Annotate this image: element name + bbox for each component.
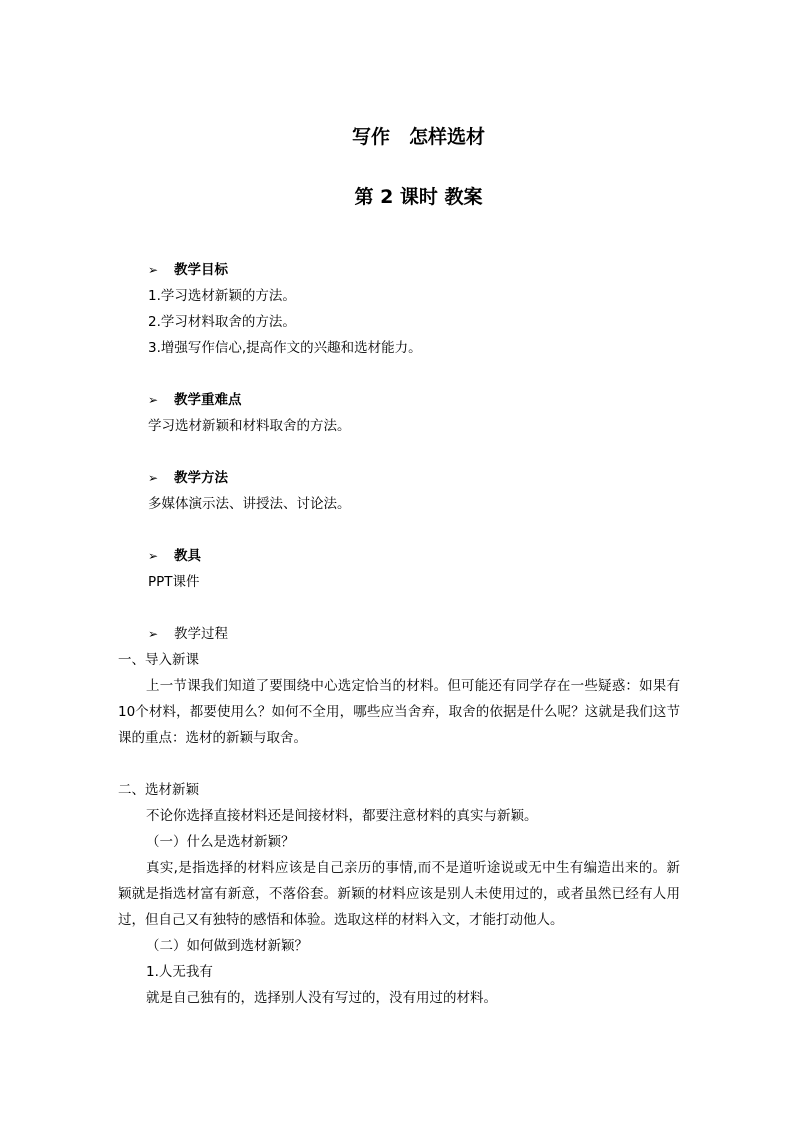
process-part2-sub1-heading: （一）什么是选材新颖？ [146, 834, 295, 850]
tools-text: PPT课件 [148, 574, 200, 590]
arrow-bullet-icon: ➢ [148, 393, 159, 407]
process-part2-sub1-paragraph: 真实,是指选择的材料应该是自己亲历的事情,而不是道听途说或无中生有编造出来的。新颖就是指选材富有新意，不落俗套。新颖的材料应该是别人未使用过的，或者虽然已经有人用过，但自己又有独特的感悟和体验。选取这样的材料入文，才能打动他人。 [118, 860, 680, 928]
methods-text: 多媒体演示法、讲授法、讨论法。 [148, 496, 351, 512]
objective-item: 3.增强写作信心,提高作文的兴趣和选材能力。 [148, 340, 422, 356]
arrow-bullet-icon: ➢ [148, 627, 159, 641]
section-heading-objectives [148, 260, 228, 280]
document-title: 写作 怎样选材 [351, 126, 485, 148]
section-heading-process [148, 624, 228, 644]
document-subtitle: 第 2 课时 教案 [354, 186, 483, 208]
objective-item: 2.学习材料取舍的方法。 [148, 314, 296, 330]
arrow-bullet-icon: ➢ [148, 549, 159, 563]
process-part2-heading: 二、选材新颖 [118, 782, 199, 798]
section-heading-key-points [148, 390, 242, 410]
process-part2-intro: 不论你选择直接材料还是间接材料，都要注意材料的真实与新颖。 [146, 808, 538, 824]
key-points-text: 学习选材新颖和材料取舍的方法。 [148, 418, 351, 434]
heading-label: 教学目标 [174, 262, 228, 278]
process-part1-paragraph: 上一节课我们知道了要围绕中心选定恰当的材料。但可能还有同学存在一些疑惑：如果有10个材料，都要使用么？如何不全用，哪些应当舍弃，取舍的依据是什么呢？这就是我们这节课的重点：选材的新颖与取舍。 [118, 678, 680, 746]
arrow-bullet-icon: ➢ [148, 471, 159, 485]
process-part2-point1-heading: 1.人无我有 [146, 964, 213, 980]
section-heading-tools [148, 546, 201, 566]
heading-label: 教具 [174, 548, 201, 564]
process-part2-sub2-heading: （二）如何做到选材新颖？ [146, 938, 308, 954]
process-part1-heading: 一、导入新课 [118, 652, 199, 668]
heading-label: 教学重难点 [174, 392, 242, 408]
arrow-bullet-icon: ➢ [148, 263, 159, 277]
section-heading-methods [148, 468, 228, 488]
heading-label: 教学过程 [174, 626, 228, 642]
process-part2-point1-text: 就是自己独有的，选择别人没有写过的，没有用过的材料。 [146, 990, 497, 1006]
objective-item: 1.学习选材新颖的方法。 [148, 288, 296, 304]
heading-label: 教学方法 [174, 470, 228, 486]
